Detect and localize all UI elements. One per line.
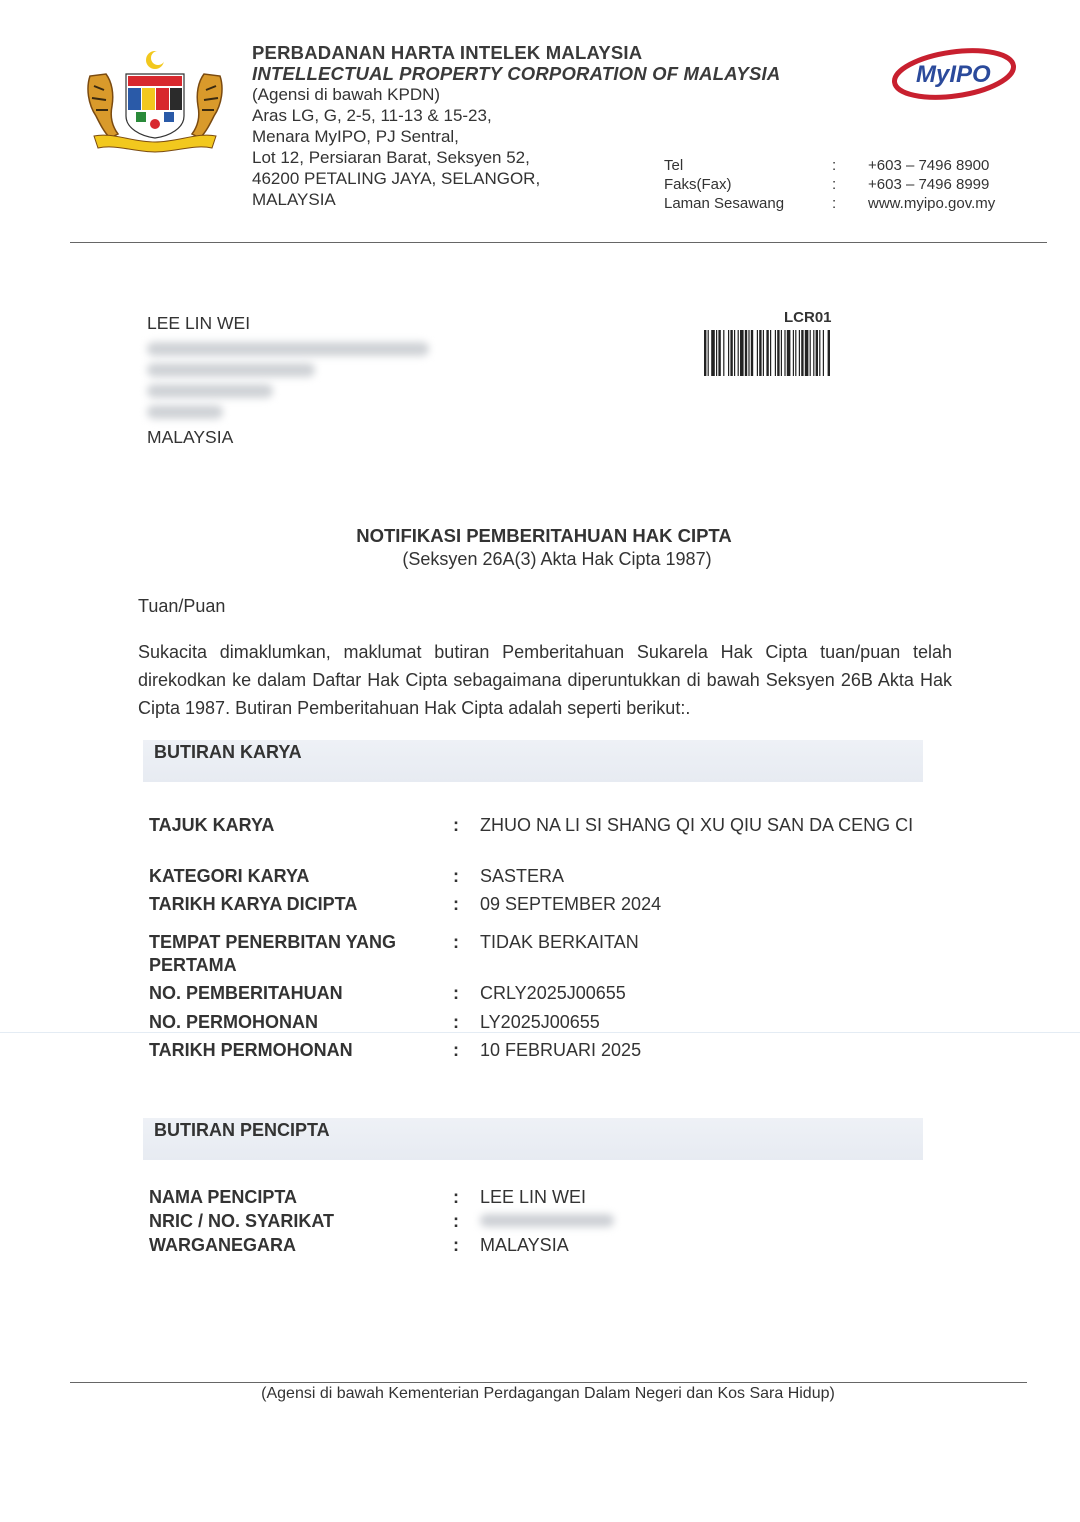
barcode-bar: [751, 330, 753, 376]
barcode-bar: [740, 330, 744, 376]
barcode-bar: [781, 330, 782, 376]
organization-name-english: INTELLECTUAL PROPERTY CORPORATION OF MALAYSIA: [252, 63, 781, 84]
address-line: 46200 PETALING JAYA, SELANGOR,: [252, 169, 541, 188]
redacted-address-line: [147, 384, 273, 398]
field-value-first-publication: TIDAK BERKAITAN: [480, 932, 639, 952]
field-colon: :: [453, 1211, 459, 1231]
barcode: [704, 330, 886, 376]
field-colon: :: [453, 866, 459, 886]
barcode-code: LCR01: [784, 309, 832, 326]
contact-row-tel: [664, 156, 995, 175]
barcode-bar: [793, 330, 794, 376]
field-value-application-date: 10 FEBRUARI 2025: [480, 1040, 642, 1060]
barcode-bar: [748, 330, 749, 376]
redacted-address-line: [147, 363, 315, 377]
redacted-nric: [480, 1214, 614, 1227]
footer-divider: [70, 1382, 1027, 1383]
recipient-name: LEE LIN WEI: [147, 313, 251, 333]
contact-colon: :: [832, 195, 837, 212]
recipient-country: MALAYSIA: [147, 427, 234, 447]
field-value-nationality: MALAYSIA: [480, 1235, 569, 1255]
organization-name-malay: PERBADANAN HARTA INTELEK MALAYSIA: [252, 42, 643, 63]
field-colon: :: [453, 932, 459, 952]
barcode-bar: [759, 330, 761, 376]
barcode-bar: [763, 330, 764, 376]
field-label-category: KATEGORI KARYA: [149, 866, 310, 886]
barcode-bar: [823, 330, 824, 376]
document-subtitle: (Seksyen 26A(3) Akta Hak Cipta 1987): [402, 549, 712, 569]
barcode-bar: [738, 330, 739, 376]
address-line: (Agensi di bawah KPDN): [252, 85, 441, 104]
field-colon: :: [453, 894, 459, 914]
header-divider: [70, 242, 1047, 243]
field-label-created-date: TARIKH KARYA DICIPTA: [149, 894, 358, 914]
field-colon: :: [453, 1235, 459, 1255]
contact-value: +603 – 7496 8900: [868, 157, 990, 174]
field-label-nric: NRIC / NO. SYARIKAT: [149, 1211, 335, 1231]
contact-colon: :: [832, 176, 837, 193]
field-label-application-no: NO. PERMOHONAN: [149, 1012, 319, 1032]
field-colon: :: [453, 1012, 459, 1032]
barcode-bar: [799, 330, 800, 376]
barcode-bar: [723, 330, 724, 376]
barcode-bar: [766, 330, 768, 376]
barcode-bar: [805, 330, 809, 376]
section-title: BUTIRAN PENCIPTA: [154, 1120, 330, 1140]
barcode-bar: [816, 330, 818, 376]
author-details-header: [143, 1118, 923, 1160]
contact-row-website: [664, 194, 995, 213]
barcode-bar: [708, 330, 709, 376]
intro-paragraph: Sukacita dimaklumkan, maklumat butiran Pemberitahuan Sukarela Hak Cipta tuan/puan telah direkodkan ke dalam Daftar Hak Cipta sebagaimana diperuntukkan di bawah Seksyen 26B Akta Hak Cipta 1987. Butiran Pemberitahuan Hak Cipta adalah seperti berikut:.: [138, 642, 952, 718]
barcode-bar: [795, 330, 796, 376]
salutation: Tuan/Puan: [138, 596, 226, 616]
barcode-bar: [787, 330, 791, 376]
field-label-nationality: WARGANEGARA: [149, 1235, 296, 1255]
barcode-bar: [801, 330, 803, 376]
section-title: BUTIRAN KARYA: [154, 742, 302, 762]
field-value-application-no: LY2025J00655: [480, 1012, 600, 1032]
barcode-bar: [704, 330, 706, 376]
barcode-bar: [777, 330, 779, 376]
field-label-author-name: NAMA PENCIPTA: [149, 1187, 297, 1207]
barcode-bar: [718, 330, 720, 376]
contact-label: Faks(Fax): [664, 176, 732, 193]
work-details-header: [143, 740, 923, 782]
field-value-notification-no: CRLY2025J00655: [480, 983, 626, 1003]
field-colon: :: [453, 1187, 459, 1207]
field-label-title: TAJUK KARYA: [149, 815, 275, 835]
barcode-bar: [813, 330, 814, 376]
field-value-created-date: 09 SEPTEMBER 2024: [480, 894, 662, 914]
document-title: NOTIFIKASI PEMBERITAHUAN HAK CIPTA: [356, 525, 732, 546]
field-label-notification-no: NO. PEMBERITAHUAN: [149, 983, 343, 1003]
field-colon: :: [453, 983, 459, 1003]
redacted-address-line: [147, 342, 429, 356]
field-value-category: SASTERA: [480, 866, 565, 886]
field-colon: :: [453, 1040, 459, 1060]
website-link[interactable]: www.myipo.gov.my: [868, 195, 996, 212]
barcode-bar: [730, 330, 732, 376]
barcode-bar: [784, 330, 785, 376]
barcode-bar: [770, 330, 771, 376]
barcode-bar: [810, 330, 811, 376]
contact-label: Tel: [664, 157, 684, 174]
address-line: Menara MyIPO, PJ Sentral,: [252, 127, 459, 146]
contact-value: +603 – 7496 8999: [868, 176, 990, 193]
contact-row-fax: [664, 175, 995, 194]
barcode-bar: [745, 330, 747, 376]
barcode-bar: [819, 330, 820, 376]
recipient-address: [147, 312, 429, 449]
field-label-first-publication: TEMPAT PENERBITAN YANG PERTAMA: [149, 932, 397, 975]
address-line: MALAYSIA: [252, 190, 336, 209]
barcode-bar: [775, 330, 776, 376]
logo-text: MyIPO: [916, 61, 991, 88]
contact-label: Laman Sesawang: [664, 195, 785, 212]
address-line: Lot 12, Persiaran Barat, Seksyen 52,: [252, 148, 530, 167]
barcode-bar: [734, 330, 735, 376]
field-value-author-name: LEE LIN WEI: [480, 1187, 587, 1207]
barcode-bar: [828, 330, 830, 376]
coat-of-arms-emblem: [82, 46, 228, 158]
field-colon: :: [453, 815, 459, 835]
field-label-application-date: TARIKH PERMOHONAN: [149, 1040, 353, 1060]
barcode-bar: [716, 330, 717, 376]
barcode-bar: [711, 330, 715, 376]
barcode-bar: [728, 330, 729, 376]
contact-block: [664, 156, 995, 213]
redacted-address-line: [147, 405, 223, 419]
footer-agency-note: (Agensi di bawah Kementerian Perdagangan Dalam Negeri dan Kos Sara Hidup): [261, 1385, 835, 1402]
field-value-title: ZHUO NA LI SI SHANG QI XU QIU SAN DA CENG CI: [480, 815, 914, 835]
address-line: Aras LG, G, 2-5, 11-13 & 15-23,: [252, 106, 492, 125]
myipo-logo: [888, 44, 1018, 106]
contact-colon: :: [832, 157, 837, 174]
barcode-bar: [757, 330, 758, 376]
